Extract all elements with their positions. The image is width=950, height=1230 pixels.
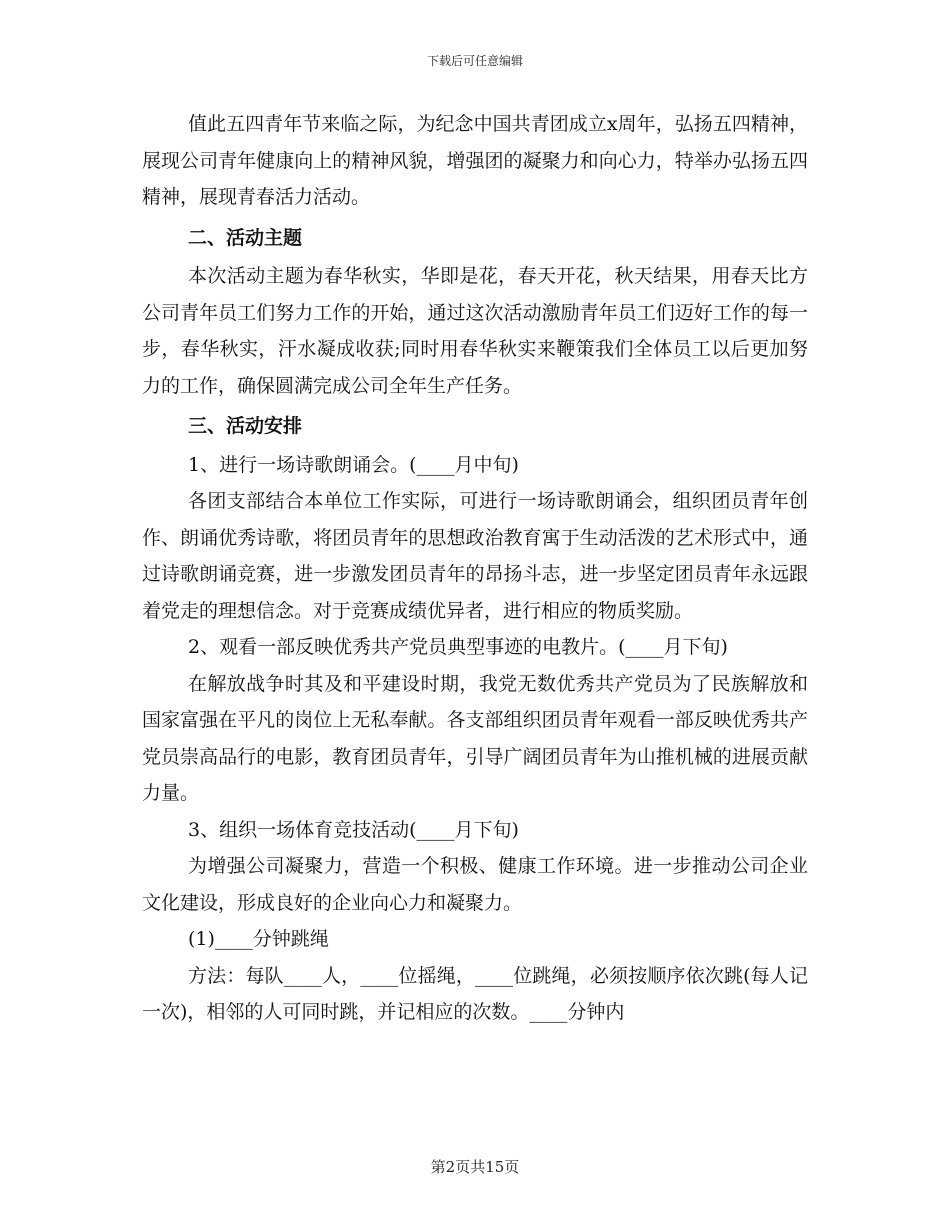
list-item-rope-skipping: (1)____分钟跳绳 [188,928,329,950]
paragraph-theme: 本次活动主题为春华秋实，华即是花，春天开花，秋天结果，用春天比方公司青年员工们努力工作的开始，通过这次活动激励青年员工们迈好工作的每一步，春华秋实，汗水凝成收获;同时用春华秋实来鞭策我们全体员工以后更加努力的工作，确保圆满完成公司全年生产任务。 [142,265,808,397]
page-number: 第2页共15页 [430,1158,520,1176]
paragraph-film: 在解放战争时其及和平建设时期，我党无数优秀共产党员为了民族解放和国家富强在平凡的岗位上无私奉献。各支部组织团员青年观看一部反映优秀共产党员崇高品行的电影，教育团员青年，引导广阔团员青年为山推机械的进展贡献力量。 [142,672,808,804]
paragraph-poetry: 各团支部结合本单位工作实际，可进行一场诗歌朗诵会，组织团员青年创作、朗诵优秀诗歌，将团员青年的思想政治教育寓于生动活泼的艺术形式中，通过诗歌朗诵竞赛，进一步激发团员青年的昂扬斗志，进一步坚定团员青年永远跟着党走的理想信念。对于竞赛成绩优异者，进行相应的物质奖励。 [142,490,808,622]
list-item-poetry: 1、进行一场诗歌朗诵会。(____月中旬) [188,453,519,476]
list-item-sports: 3、组织一场体育竞技活动(____月下旬) [188,818,519,841]
paragraph-intro: 值此五四青年节来临之际，为纪念中国共青团成立x周年，弘扬五四精神，展现公司青年健康向上的精神风貌，增强团的凝聚力和向心力，特举办弘扬五四精神，展现青春活力活动。 [142,113,808,208]
section-heading-arrangement: 三、活动安排 [188,415,303,437]
paragraph-sports: 为增强公司凝聚力，营造一个积极、健康工作环境。进一步推动公司企业文化建设，形成良好的企业向心力和凝聚力。 [142,855,808,914]
section-heading-theme: 二、活动主题 [188,226,303,249]
document-body [142,106,808,1031]
paragraph-method: 方法：每队____人，____位摇绳，____位跳绳，必须按顺序依次跳(每人记一次)，相邻的人可同时跳，并记相应的次数。____分钟内 [142,964,808,1023]
list-item-film: 2、观看一部反映优秀共产党员典型事迹的电教片。(____月下旬) [188,636,728,658]
page-header: 下载后可任意编辑 [426,54,523,68]
